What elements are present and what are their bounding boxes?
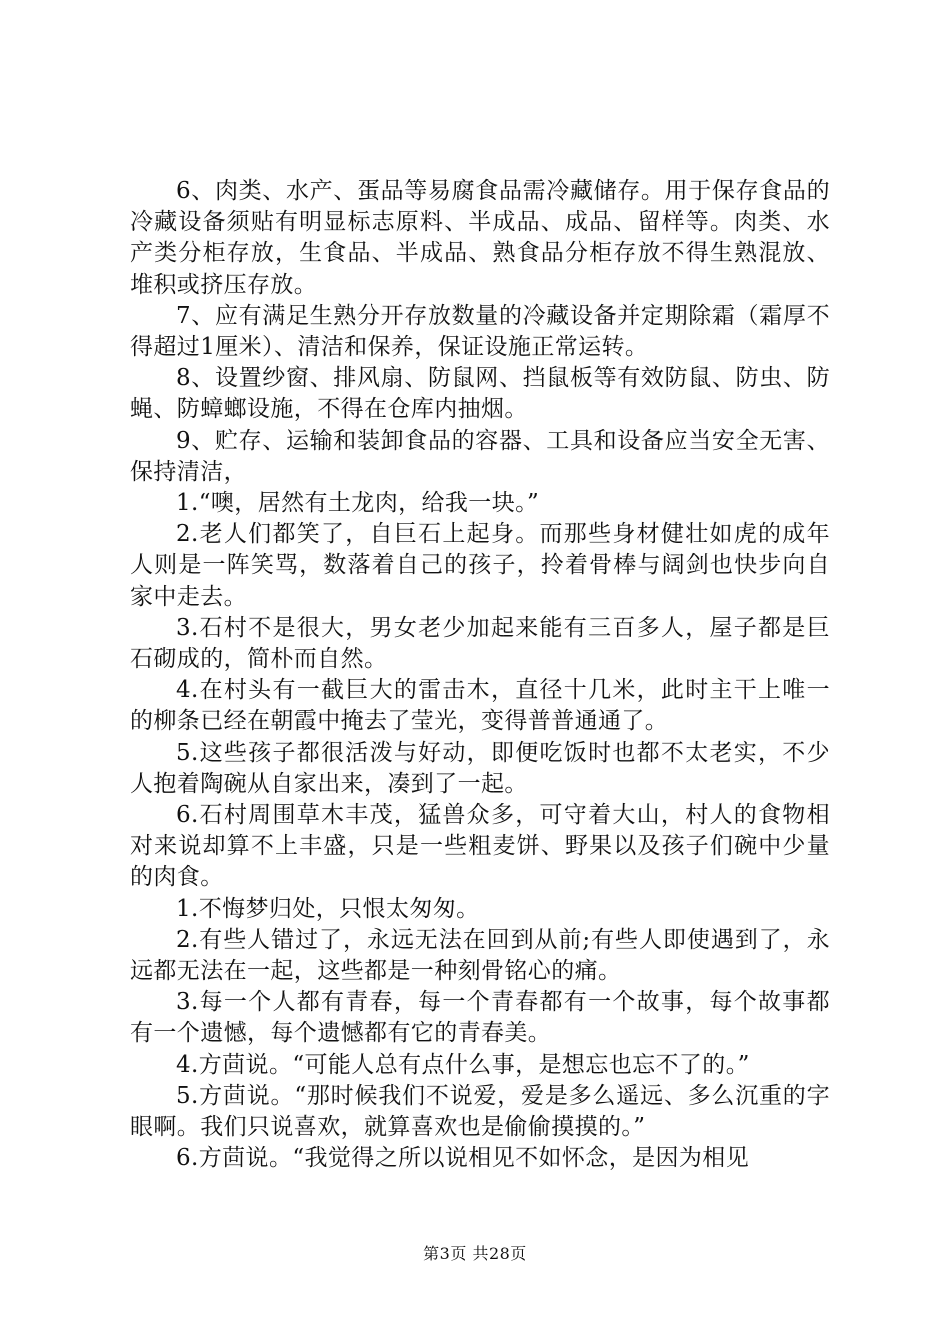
paragraph-quote-6: 6.方茴说。“我觉得之所以说相见不如怀念，是因为相见 [176,1145,750,1172]
paragraph-storage-6: 6、肉类、水产、蛋品等易腐食品需冷藏储存。用于保存食品的冷藏设备须贴有明显标志原料、半成品、成品、留样等。肉类、水产类分柜存放，生食品、半成品、熟食品分柜存放不得生熟混放、堆积或挤压存放。 [130,178,830,298]
paragraph-quote-2: 2.有些人错过了，永远无法在回到从前;有些人即使遇到了，永远都无法在一起，这些都是一种刻骨铭心的痛。 [130,926,830,985]
paragraph-story-4: 4.在村头有一截巨大的雷击木，直径十几米，此时主干上唯一的柳条已经在朝霞中掩去了莹光，变得普普通通了。 [130,677,830,735]
paragraph-quote-1: 1.不悔梦归处，只恨太匆匆。 [176,895,480,922]
paragraph-story-1: 1.“噢，居然有土龙肉，给我一块。” [176,490,540,517]
document-body [130,176,830,1175]
paragraph-story-5: 5.这些孩子都很活泼与好动，即便吃饭时也都不太老实，不少人抱着陶碗从自家出来，凑到了一起。 [130,739,830,797]
paragraph-story-3: 3.石村不是很大，男女老少加起来能有三百多人，屋子都是巨石砌成的，简朴而自然。 [130,614,830,673]
paragraph-story-2: 2.老人们都笑了，自巨石上起身。而那些身材健壮如虎的成年人则是一阵笑骂，数落着自己的孩子，拎着骨棒与阔剑也快步向自家中走去。 [130,521,830,610]
paragraph-story-6: 6.石村周围草木丰茂，猛兽众多，可守着大山，村人的食物相对来说却算不上丰盛，只是一些粗麦饼、野果以及孩子们碗中少量的肉食。 [130,802,830,891]
paragraph-quote-3: 3.每一个人都有青春，每一个青春都有一个故事，每个故事都有一个遗憾，每个遗憾都有它的青春美。 [130,989,830,1047]
paragraph-storage-9: 9、贮存、运输和装卸食品的容器、工具和设备应当安全无害、保持清洁， [130,427,830,485]
page-footer: 第3页 共28页 [423,1244,527,1263]
paragraph-quote-4: 4.方茴说。“可能人总有点什么事，是想忘也忘不了的。” [176,1051,750,1078]
paragraph-storage-8: 8、设置纱窗、排风扇、防鼠网、挡鼠板等有效防鼠、防虫、防蝇、防蟑螂设施，不得在仓库内抽烟。 [130,365,830,423]
paragraph-quote-5: 5.方茴说。“那时候我们不说爱，爱是多么遥远、多么沉重的字眼啊。我们只说喜欢，就算喜欢也是偷偷摸摸的。” [130,1082,830,1141]
paragraph-storage-7: 7、应有满足生熟分开存放数量的冷藏设备并定期除霜（霜厚不得超过1厘米）、清洁和保养，保证设施正常运转。 [130,302,830,361]
